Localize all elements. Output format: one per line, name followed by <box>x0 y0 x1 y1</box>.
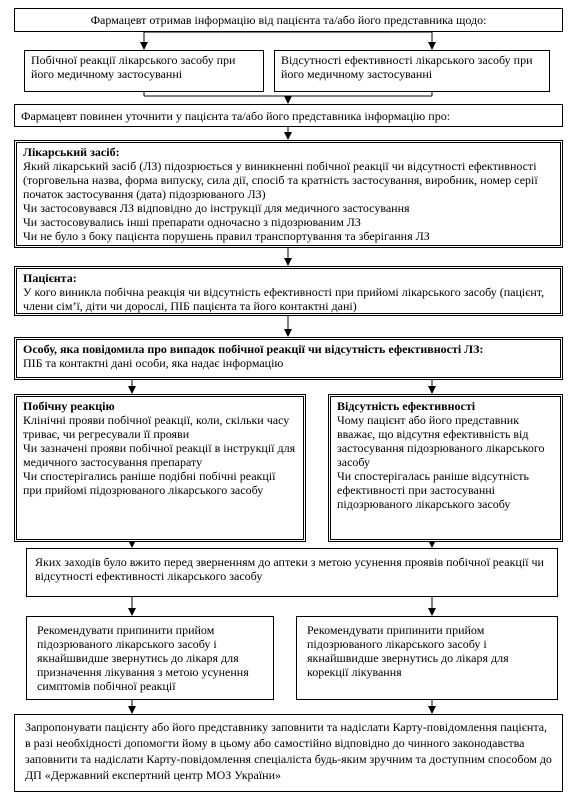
drug-info-line: Чи застосовувались інші препарати одночасно з підозрюваним ЛЗ <box>23 215 361 229</box>
patient-info-box <box>14 266 563 316</box>
measures-taken-text: Яких заходів було вжито перед зверненням до аптеки з метою усунення проявів побічної реакції чи відсутності ефективності лікарського засобу <box>35 555 544 583</box>
clarify-info-box <box>14 104 563 127</box>
reporter-info-box <box>14 337 563 380</box>
adverse-reaction-detail-line: Чи спостерігались раніше подібні побічні реакції при прийомі підозрюваного лікарського засобу <box>23 469 276 497</box>
drug-info-title: Лікарський засіб: <box>23 145 120 159</box>
recommendation-adverse-box <box>26 616 274 700</box>
drug-info-line: Чи не було з боку пацієнта порушень правил транспортування та зберігання ЛЗ <box>23 229 430 243</box>
no-efficacy-detail-line: Чому пацієнт або його представник вважає, що відсутня ефективність від застосування підозрюваного лікарського засобу <box>337 413 545 469</box>
drug-info-line: Чи застосовувався ЛЗ відповідно до інструкції для медичного застосування <box>23 201 410 215</box>
recommendation-adverse-text: Рекомендувати припинити прийом підозрюваного лікарського засобу і якнайшвидше звернутись до лікаря для призначення лікування з метою усунення симптомів побічної реакції <box>37 623 249 693</box>
adverse-reaction-option-text: Побічної реакції лікарського засобу при його медичному застосуванні <box>31 53 236 81</box>
final-action-box <box>14 714 563 792</box>
measures-taken-box <box>26 548 558 597</box>
adverse-reaction-details-title: Побічну реакцію <box>23 399 115 413</box>
adverse-reaction-details-box <box>14 394 306 542</box>
pharmacist-received-info-box <box>14 8 563 32</box>
reporter-info-text: ПІБ та контактні дані особи, яка надає інформацію <box>23 356 284 370</box>
recommendation-no-efficacy-text: Рекомендувати припинити прийом підозрюваного лікарського засобу і якнайшвидше звернутись до лікаря для корекції лікування <box>307 623 509 679</box>
patient-info-title: Пацієнта: <box>23 271 77 285</box>
no-efficacy-option-box <box>274 50 550 92</box>
drug-info-line: Який лікарський засіб (ЛЗ) підозрюється у виникненні побічної реакції чи відсутності ефективності (торговельна назва, форма випуску, сила дії, спосіб та кратність застосування, виробник, номер серії початок застосування (дата) підозрюваного ЛЗ) <box>23 159 538 201</box>
patient-info-text: У кого виникла побічна реакція чи відсутність ефективності при прийомі лікарського засобу (пацієнт, члени сім’ї, діти чи дорослі, ПІБ пацієнта та його контактні дані) <box>23 285 545 313</box>
no-efficacy-detail-line: Чи спостерігалась раніше відсутність ефективності при застосуванні підозрюваного лікарського засобу <box>337 469 529 511</box>
recommendation-no-efficacy-box <box>296 616 558 700</box>
adverse-reaction-detail-line: Клінічні прояви побічної реакції, коли, скільки часу триває, чи регресували її прояви <box>23 413 290 441</box>
no-efficacy-details-title: Відсутність ефективності <box>337 399 476 413</box>
reporter-info-title: Особу, яка повідомила про випадок побічної реакції чи відсутність ефективності ЛЗ: <box>23 342 484 356</box>
final-action-text: Запропонувати пацієнту або його представнику заповнити та надіслати Карту-повідомлення пацієнта, в разі необхідності допомогти йому в цьому або самостійно відповідно до чинного законодавства заповнити та надіслати Карту-повідомлення спеціаліста будь-яким зручним та доступним способом до ДП «Державний експертний центр МОЗ України» <box>25 720 552 782</box>
adverse-reaction-option-box <box>24 50 264 92</box>
adverse-reaction-detail-line: Чи зазначені прояви побічної реакції в інструкції для медичного застосування препарату <box>23 441 296 469</box>
pharmacist-received-info-text: Фармацевт отримав інформацію від пацієнта та/або його представника щодо: <box>90 13 487 27</box>
clarify-info-text: Фармацевт повинен уточнити у пацієнта та/або його представника інформацію про: <box>21 109 451 123</box>
no-efficacy-details-box <box>328 394 563 542</box>
no-efficacy-option-text: Відсутності ефективності лікарського засобу при його медичному застосуванні <box>281 53 533 81</box>
drug-info-box <box>14 140 563 248</box>
